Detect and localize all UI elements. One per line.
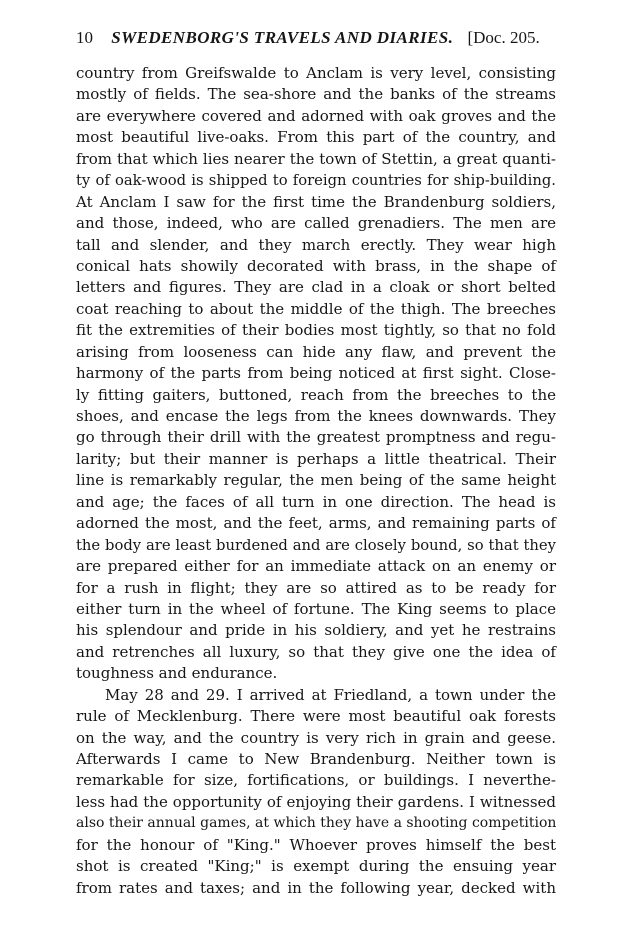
- text-line: remarkable for size, fortifications, or buildings. I neverthe-: [76, 771, 556, 790]
- text-line: from that which lies nearer the town of Stettin, a great quanti-: [76, 149, 556, 168]
- text-line: shoes, and encase the legs from the knees downwards. They: [76, 407, 556, 425]
- text-line: arising from looseness can hide any flaw, and prevent the: [76, 342, 556, 361]
- paragraph-end-line: toughness and endurance.: [76, 664, 278, 683]
- text-line: on the way, and the country is very rich in grain and geese.: [76, 728, 556, 747]
- text-line: letters and figures. They are clad in a cloak or short belted: [76, 278, 556, 297]
- text-line: and those, indeed, who are called grenadiers. The men are: [76, 214, 556, 233]
- text-line: for the honour of "King." Whoever proves himself the best: [76, 835, 556, 854]
- text-line: mostly of fields. The sea-shore and the banks of the streams: [76, 85, 556, 104]
- text-line: for a rush in flight; they are so attired as to be ready for: [76, 578, 556, 597]
- text-line: go through their drill with the greatest promptness and regu-: [76, 428, 556, 447]
- text-line: fit the extremities of their bodies most tightly, so that no fold: [76, 321, 556, 340]
- text-line: less had the opportunity of enjoying their gardens. I witnessed: [76, 792, 556, 811]
- text-line: his splendour and pride in his soldiery, and yet he restrains: [76, 621, 556, 640]
- body-text: [76, 63, 556, 899]
- page-number: 10: [76, 28, 93, 47]
- text-line: conical hats showily decorated with brass, in the shape of: [76, 256, 556, 275]
- text-line: Afterwards I came to New Brandenburg. Neither town is: [76, 750, 556, 768]
- text-line: line is remarkably regular, the men being of the same height: [76, 471, 556, 490]
- text-line: tall and slender, and they march erectly. They wear high: [76, 235, 556, 254]
- text-line: rule of Mecklenburg. There were most beautiful oak forests: [76, 707, 556, 726]
- text-line: from rates and taxes; and in the following year, decked with: [76, 878, 556, 897]
- running-title: SWEDENBORG'S TRAVELS AND DIARIES.: [111, 28, 454, 47]
- text-line: ly fitting gaiters, buttoned, reach from the breeches to the: [76, 385, 556, 404]
- paragraph-start-line: May 28 and 29. I arrived at Friedland, a town under the: [105, 685, 556, 704]
- text-line: are prepared either for an immediate attack on an enemy or: [76, 557, 556, 576]
- text-line: larity; but their manner is perhaps a little theatrical. Their: [76, 449, 556, 468]
- text-line: and age; the faces of all turn in one direction. The head is: [76, 492, 556, 511]
- text-line: At Anclam I saw for the first time the Brandenburg soldiers,: [76, 192, 556, 211]
- text-line: and retrenches all luxury, so that they give one the idea of: [76, 642, 556, 661]
- text-line: are everywhere covered and adorned with oak groves and the: [76, 106, 556, 125]
- text-line: either turn in the wheel of fortune. The King seems to place: [76, 599, 556, 618]
- text-line: coat reaching to about the middle of the thigh. The breeches: [76, 299, 556, 318]
- text-line: most beautiful live-oaks. From this part of the country, and: [76, 128, 556, 147]
- text-line: harmony of the parts from being noticed at first sight. Close-: [76, 364, 556, 383]
- text-line: country from Greifswalde to Anclam is very level, consisting: [76, 64, 556, 82]
- text-line: ty of oak-wood is shipped to foreign countries for ship-building.: [76, 172, 556, 190]
- running-header: [76, 25, 556, 51]
- text-line: shot is created "King;" is exempt during the ensuing year: [76, 857, 556, 876]
- document-reference: [Doc. 205.: [467, 28, 540, 47]
- text-line: adorned the most, and the feet, arms, and remaining parts of: [76, 514, 556, 533]
- text-line: also their annual games, at which they have a shooting competition: [76, 815, 557, 832]
- text-line: the body are least burdened and are closely bound, so that they: [76, 536, 556, 554]
